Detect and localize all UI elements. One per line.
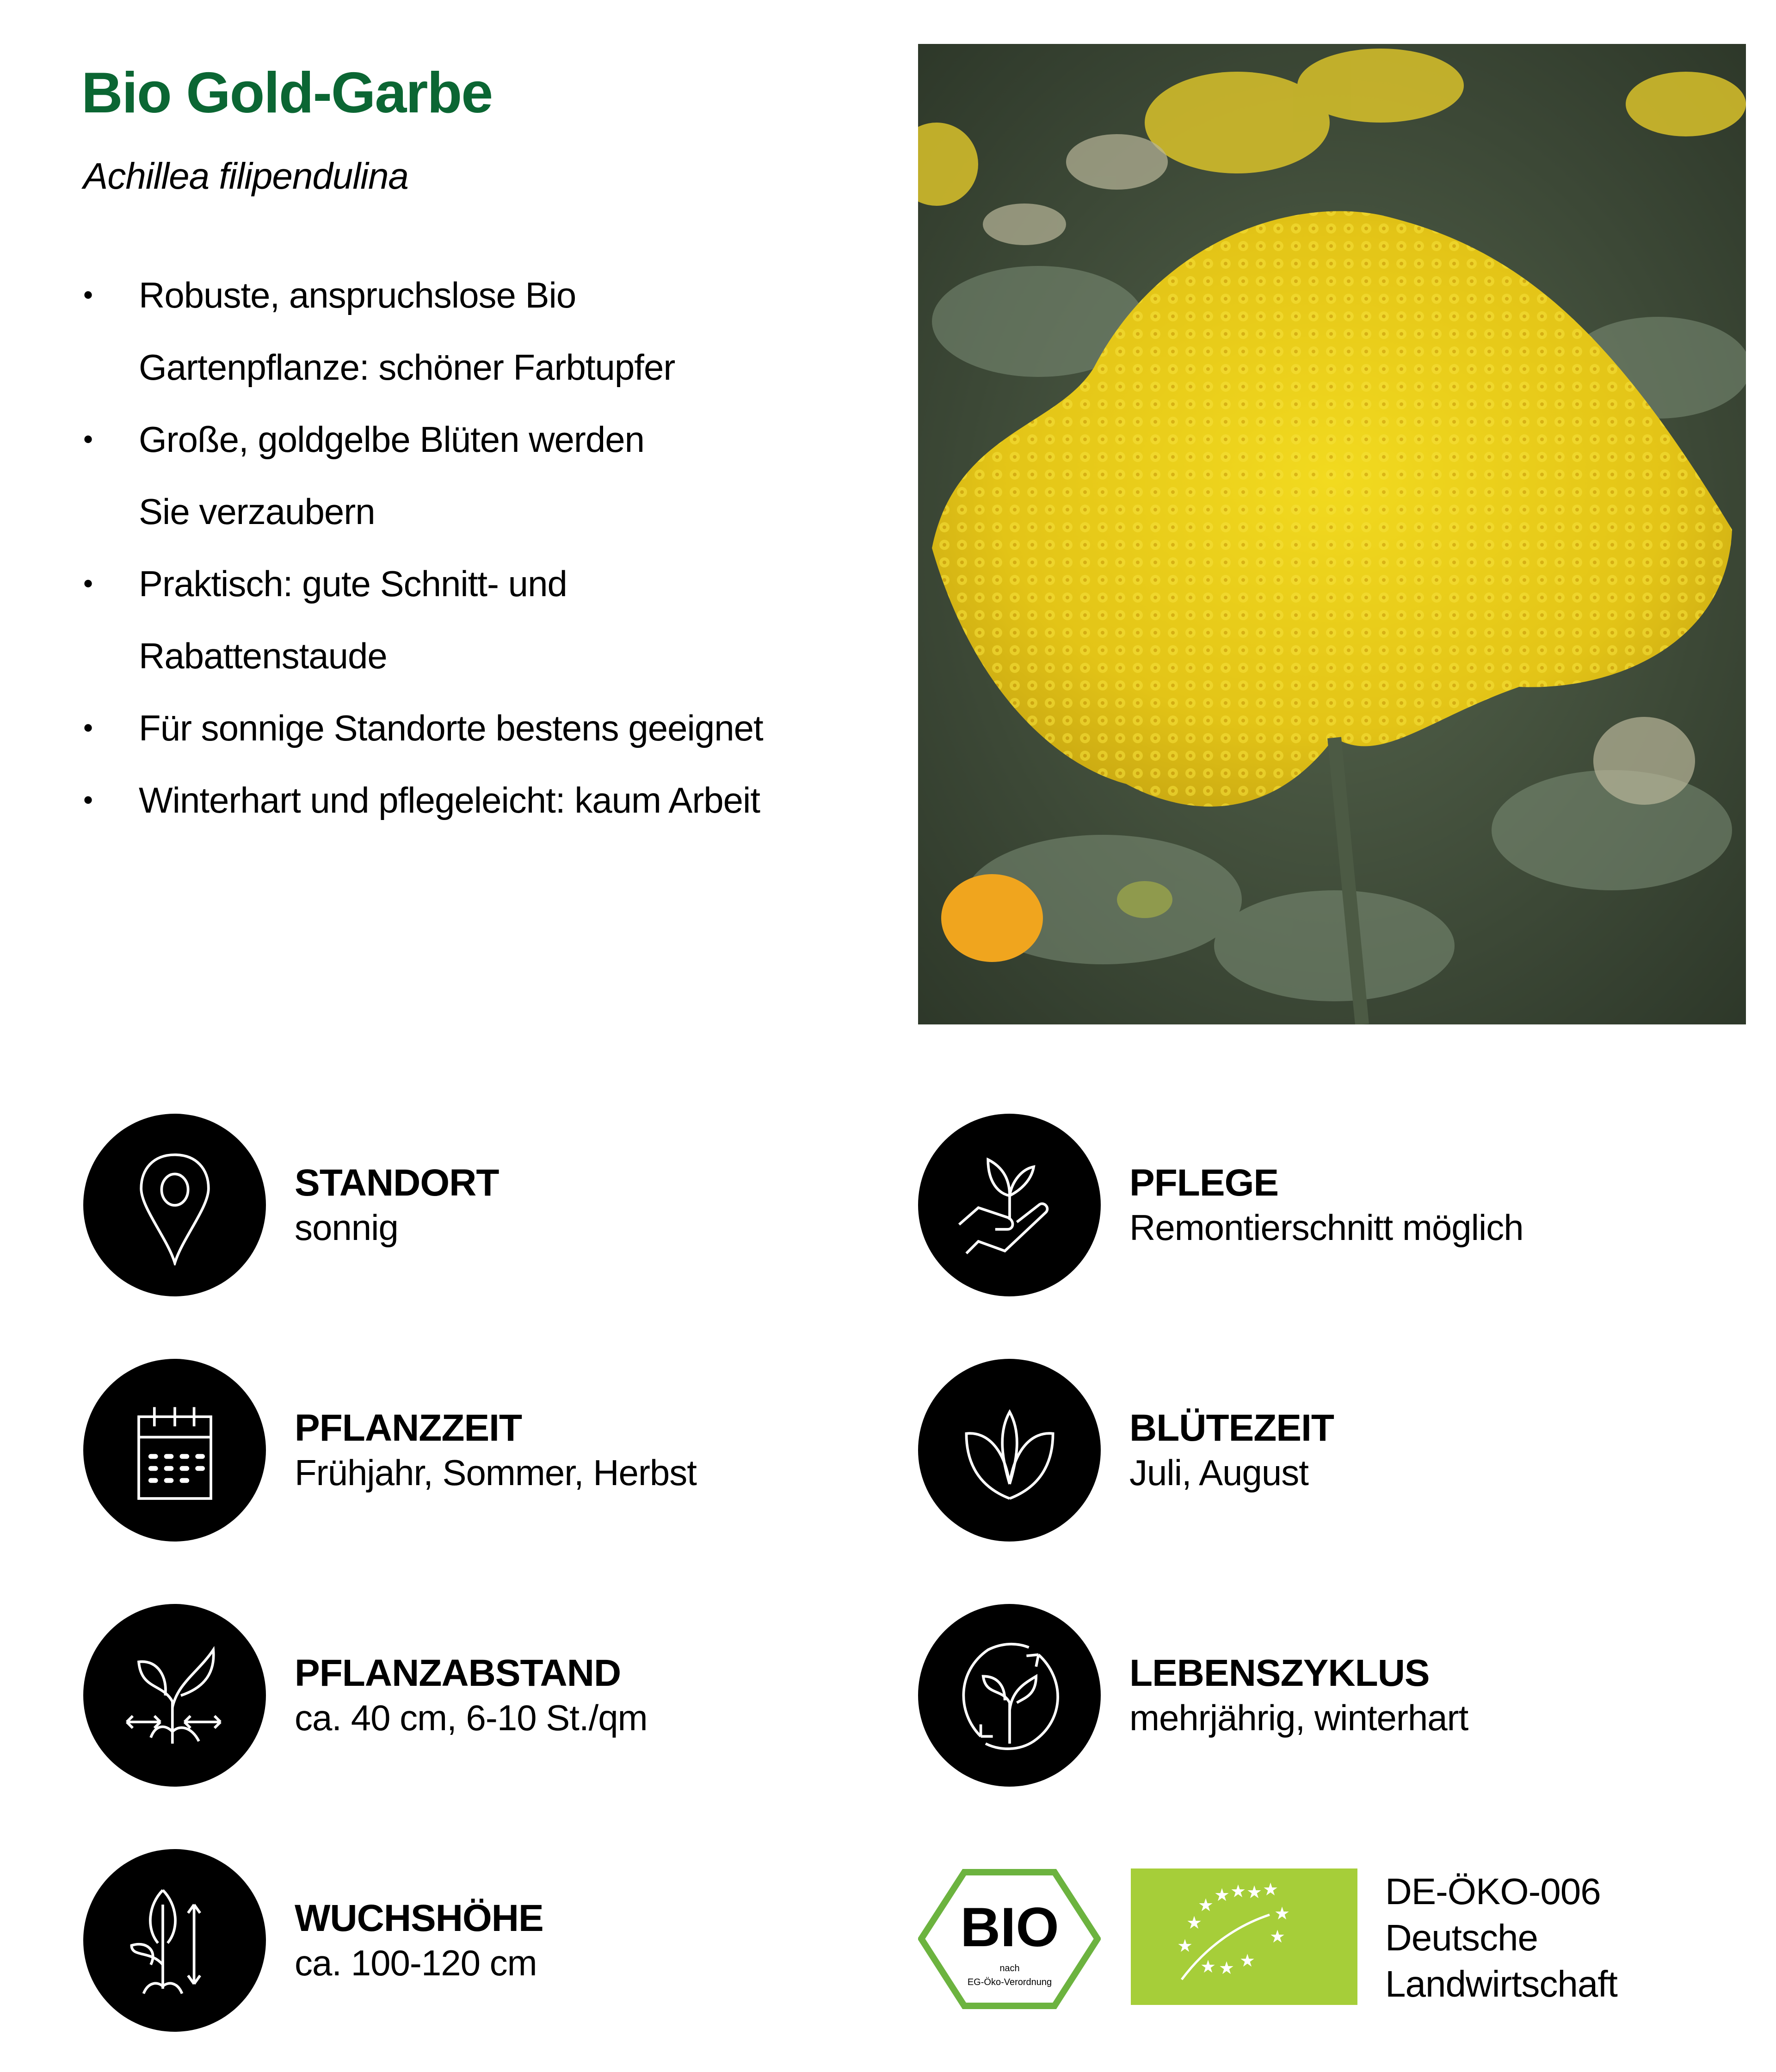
svg-text:★: ★ [1270, 1926, 1286, 1947]
svg-text:★: ★ [1240, 1950, 1256, 1971]
feature-bluetezeit [918, 1359, 1334, 1542]
product-title: Bio Gold-Garbe [81, 61, 493, 125]
svg-text:★: ★ [1200, 1956, 1216, 1977]
svg-text:★: ★ [1214, 1885, 1230, 1905]
bullet-item: • Für sonnige Standorte bestens geeignet [83, 692, 879, 764]
feature-pflege [918, 1114, 1523, 1296]
feature-label: LEBENSZYKLUS [1129, 1652, 1430, 1694]
feature-standort [83, 1114, 499, 1296]
location-pin-icon [83, 1114, 266, 1296]
yarrow-flower-image [918, 44, 1746, 1024]
svg-text:nach: nach [999, 1963, 1020, 1973]
bullet-item: • Winterhart und pflegeleicht: kaum Arbeit [83, 764, 879, 836]
feature-wuchshoehe [83, 1849, 543, 2032]
product-photo [918, 44, 1746, 1024]
feature-label: WUCHSHÖHE [295, 1897, 543, 1939]
lotus-flower-icon [918, 1359, 1101, 1542]
svg-text:★: ★ [1246, 1882, 1263, 1902]
feature-label: PFLANZABSTAND [295, 1652, 621, 1694]
feature-label: STANDORT [295, 1161, 499, 1204]
bullet-item: • Robuste, anspruchslose Bio Gartenpflanze: schöner Farbtupfer [83, 259, 879, 403]
feature-value: Juli, August [1129, 1452, 1308, 1493]
svg-text:★: ★ [1186, 1912, 1202, 1933]
feature-value: Remontierschnitt möglich [1129, 1207, 1523, 1248]
feature-label: PFLEGE [1129, 1161, 1279, 1204]
feature-bullet-list [83, 259, 879, 836]
eu-organic-leaf-logo [1131, 1868, 1357, 2005]
bullet-item: • Große, goldgelbe Blüten werden Sie verzaubern [83, 403, 879, 548]
feature-label: PFLANZZEIT [295, 1406, 522, 1449]
svg-text:★: ★ [1274, 1903, 1290, 1924]
svg-text:★: ★ [1177, 1936, 1193, 1956]
origin-line-1: Deutsche [1385, 1917, 1538, 1958]
feature-pflanzzeit [83, 1359, 697, 1542]
feature-lebenszyklus [918, 1604, 1468, 1787]
seedling-cycle-icon [918, 1604, 1101, 1787]
feature-value: Frühjahr, Sommer, Herbst [295, 1452, 697, 1493]
plant-in-hand-icon [918, 1114, 1101, 1296]
feature-value: sonnig [295, 1207, 398, 1248]
feature-value: ca. 100-120 cm [295, 1942, 537, 1983]
feature-pflanzabstand [83, 1604, 648, 1787]
calendar-icon [83, 1359, 266, 1542]
bio-seal-icon [918, 1868, 1101, 2010]
plant-height-icon [83, 1849, 266, 2032]
seedling-spacing-icon [83, 1604, 266, 1787]
certification-row [918, 1868, 1617, 2010]
eco-control-code: DE-ÖKO-006 [1385, 1871, 1601, 1912]
bullet-item: • Praktisch: gute Schnitt- und Rabattenstaude [83, 548, 879, 692]
eu-leaf-stars-icon [1131, 1868, 1357, 2005]
origin-line-2: Landwirtschaft [1385, 1963, 1617, 2004]
svg-text:★: ★ [1219, 1958, 1235, 1978]
feature-value: mehrjährig, winterhart [1129, 1697, 1468, 1738]
svg-text:★: ★ [1198, 1895, 1214, 1915]
svg-text:EG-Öko-Verordnung: EG-Öko-Verordnung [967, 1977, 1052, 1987]
certification-text [1385, 1868, 1617, 2007]
svg-text:★: ★ [1263, 1879, 1279, 1899]
feature-label: BLÜTEZEIT [1129, 1406, 1334, 1449]
svg-text:BIO: BIO [960, 1896, 1059, 1958]
latin-name: Achillea filipendulina [83, 155, 408, 197]
feature-value: ca. 40 cm, 6-10 St./qm [295, 1697, 648, 1738]
svg-text:★: ★ [1230, 1881, 1246, 1901]
